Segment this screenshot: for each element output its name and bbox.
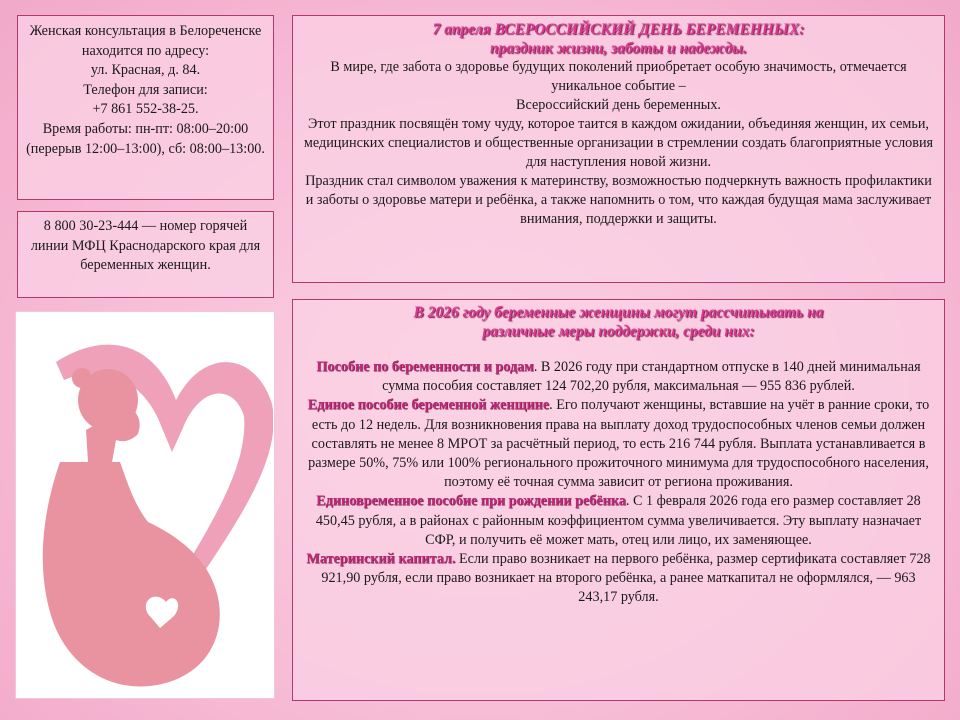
- phone-number: +7 861 552-38-25.: [92, 101, 199, 118]
- measures-heading: В 2026 году беременные женщины могут рассчитывать на: [413, 304, 824, 321]
- holiday-subheading: праздник жизни, заботы и надежды.: [490, 40, 747, 57]
- address-box: [17, 15, 274, 200]
- measure-title: Пособие по беременности и родам: [316, 359, 534, 375]
- measure-title: Материнский капитал.: [306, 551, 456, 568]
- illustration-box: [15, 311, 275, 699]
- measure-item-unified: [303, 396, 934, 492]
- hotline-text: 8 800 30-23-444 — номер горячей линии МФЦ Краснодарского края для беременных женщин.: [30, 218, 261, 274]
- measure-text: Если право возникает на первого ребёнка, размер сертификата составляет 728 921,90 рубля, если право возникает на второго ребёнка, а ранее маткапитал не оформлялся, — 963 243,17 рубля.: [321, 551, 931, 606]
- measure-item-birth: [303, 492, 934, 550]
- address-intro: Женская консультация в Белореченске находится по адресу:: [29, 23, 262, 59]
- support-measures-box: [292, 299, 945, 701]
- pregnant-woman-heart-icon: [16, 312, 273, 697]
- holiday-paragraph-2: Всероссийский день беременных.: [516, 97, 721, 113]
- hotline-box: [17, 211, 274, 298]
- holiday-heading: 7 апреля ВСЕРОССИЙСКИЙ ДЕНЬ БЕРЕМЕННЫХ:: [432, 21, 805, 38]
- measure-text: . В 2026 году при стандартном отпуске в 140 дней минимальная сумма пособия составляет 124 702,20 рубля, максимальная — 955 836 рублей.: [382, 359, 921, 395]
- measure-text: . С 1 февраля 2026 года его размер составляет 28 450,45 рубля, а в районах с районным коэффициентом сумма увеличивается. Эту выплату назначает СФР, и получить её может мать, отец или лицо, их заменяющее.: [315, 493, 922, 548]
- working-hours: Время работы: пн-пт: 08:00–20:00 (перерыв 12:00–13:00), сб: 08:00–13:00.: [26, 120, 265, 157]
- holiday-box: [292, 15, 945, 283]
- phone-label: Телефон для записи:: [83, 81, 208, 98]
- holiday-paragraph-4: Праздник стал символом уважения к материнству, возможностью подчеркнуть важность профилактики и заботы о здоровье матери и ребёнка, а также напомнить о том, что каждая будущая мама заслуживает внимания, поддержки и защиты.: [305, 173, 932, 227]
- measure-text: . Его получают женщины, вставшие на учёт в ранние сроки, то есть до 12 недель. Для возникновения права на выплату доход трудоспособных членов семьи должен составлять не менее 8 МРОТ за расчётный период, то есть 216 744 рубля. Выплата устанавливается в размере 50%, 75% или 100% регионального прожиточного минимума для трудоспособного населения, поэтому её точная сумма зависит от региона проживания.: [308, 397, 930, 491]
- address-street: ул. Красная, д. 84.: [90, 62, 201, 79]
- measure-item-capital: [303, 550, 934, 608]
- measures-subheading: различные меры поддержки, среди них:: [482, 323, 755, 340]
- measure-title: Единое пособие беременной женщине: [307, 397, 550, 414]
- holiday-paragraph-3: Этот праздник посвящён тому чуду, которое таится в каждом ожидании, объединяя женщин, их семьи, медицинских специалистов и общественные организации в стремлении создать благоприятные условия для наступления новой жизни.: [303, 116, 934, 170]
- measure-item-maternity: [303, 358, 934, 396]
- holiday-paragraph-1: В мире, где забота о здоровье будущих поколений приобретает особую значимость, отмечается уникальное событие –: [330, 59, 907, 94]
- measure-title: Единовременное пособие при рождении ребёнка: [316, 493, 626, 510]
